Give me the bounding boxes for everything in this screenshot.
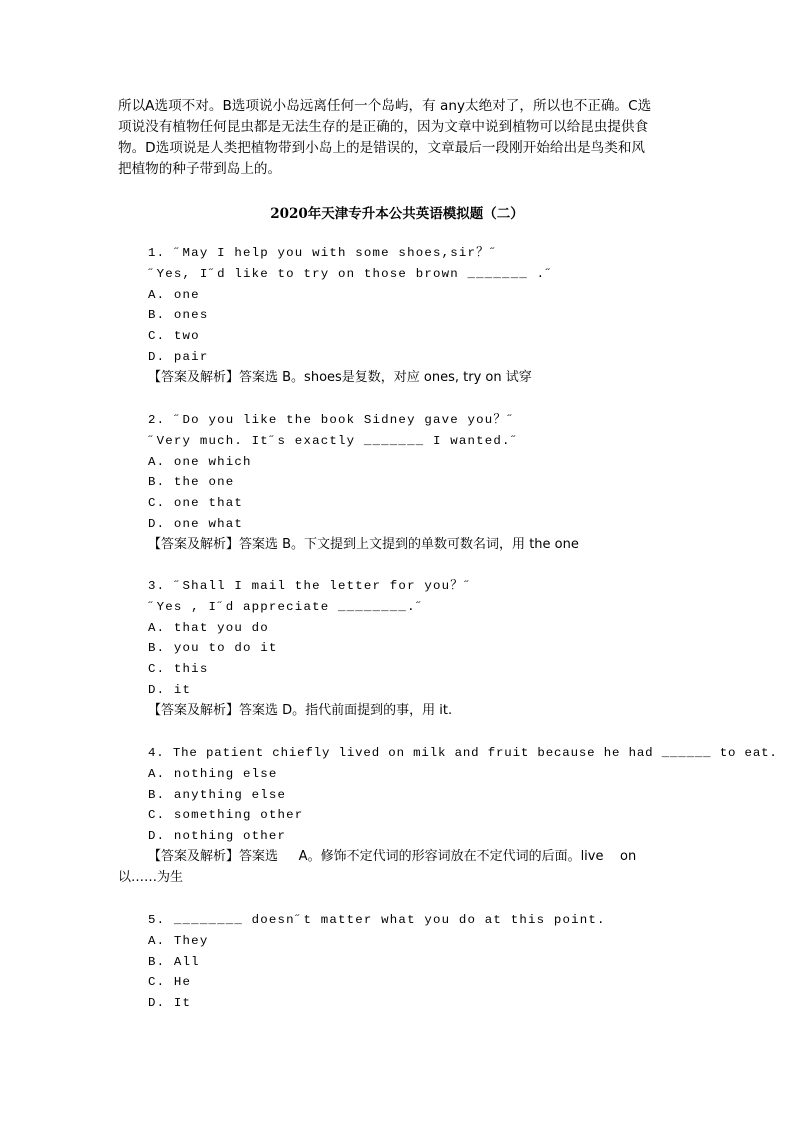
answer-label: 【答案及解析】答案选: [148, 848, 283, 864]
option-b: B. the one: [148, 475, 235, 490]
option-a: A. They: [148, 933, 209, 948]
answer-explanation: [118, 535, 688, 556]
option-a: A. that you do: [148, 620, 269, 635]
option-b: B. All: [148, 954, 200, 969]
intro-paragraph: [118, 96, 678, 180]
paragraph-line: 所以A选项不对。B选项说小岛远离任何一个岛屿，有 any太绝对了，所以也不正确。C选: [118, 98, 652, 114]
answer-text: B。shoes是复数，对应 ones, try on 试穿: [282, 369, 532, 385]
answer-text: B。下文提到上文提到的单数可数名词，用 the one: [282, 536, 579, 552]
question-stem: 3. ˝Shall I mail the letter for you？˝: [148, 579, 473, 593]
option-d: D. It: [148, 996, 192, 1011]
answer-text-continued: 以……为生: [118, 869, 184, 885]
answer-label: 【答案及解析】答案选: [148, 702, 283, 718]
answer-text: D。指代前面提到的事，用 it.: [282, 702, 453, 718]
question-5: [118, 910, 688, 1014]
option-d: D. pair: [148, 349, 209, 364]
option-a: A. one: [148, 287, 200, 302]
paragraph-line: 项说没有植物任何昆虫都是无法生存的是正确的，因为文章中说到植物可以给昆虫提供食: [118, 119, 649, 135]
question-stem: 4. The patient chiefly lived on milk and fruit because he had ______ to eat.: [148, 746, 778, 760]
question-1: [118, 243, 688, 389]
question-4: [118, 743, 778, 889]
question-stem: 2. ˝Do you like the book Sidney gave you？˝: [148, 413, 516, 427]
option-d: D. one what: [148, 516, 243, 531]
answer-text: A。修饰不定代词的形容词放在不定代词的后面。live on: [282, 848, 637, 864]
answer-explanation: [118, 368, 688, 389]
option-d: D. nothing other: [148, 829, 287, 844]
question-stem: 5. ________ doesn˝t matter what you do at this point.: [148, 913, 606, 927]
option-c: C. two: [148, 329, 200, 344]
option-c: C. something other: [148, 808, 304, 823]
question-stem: ˝Yes , I˝d appreciate ________.˝: [148, 599, 425, 614]
option-c: C. this: [148, 662, 209, 677]
paragraph-line: 把植物的种子带到岛上的。: [118, 161, 282, 177]
option-b: B. anything else: [148, 787, 287, 802]
question-3: [118, 576, 688, 722]
answer-explanation: [118, 701, 688, 722]
option-c: C. one that: [148, 496, 243, 511]
question-stem: ˝Very much. It˝s exactly _______ I wanted.˝: [148, 433, 520, 448]
option-a: A. nothing else: [148, 766, 278, 781]
option-a: A. one which: [148, 454, 252, 469]
option-d: D. it: [148, 682, 192, 697]
answer-label: 【答案及解析】答案选: [148, 536, 283, 552]
answer-explanation: [118, 847, 688, 868]
question-stem: 1. ˝May I help you with some shoes,sir？˝: [148, 246, 499, 260]
option-c: C. He: [148, 975, 192, 990]
option-b: B. you to do it: [148, 641, 278, 656]
question-stem: ˝Yes, I˝d like to try on those brown _______ .˝: [148, 266, 554, 281]
answer-label: 【答案及解析】答案选: [148, 369, 283, 385]
document-title: 2020年天津专升本公共英语模拟题（二）: [270, 206, 524, 222]
question-2: [118, 410, 688, 556]
option-b: B. ones: [148, 308, 209, 323]
paragraph-line: 物。D选项说是人类把植物带到小岛上的是错误的，文章最后一段刚开始给出是鸟类和风: [118, 140, 646, 156]
